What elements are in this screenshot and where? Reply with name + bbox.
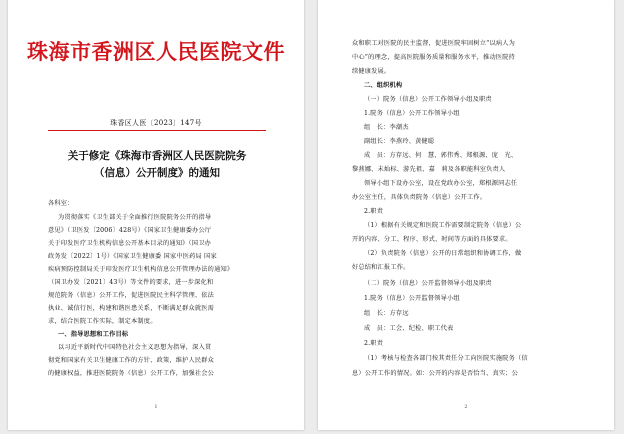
body-line: 成 员：工会、纪检、职工代表 bbox=[364, 325, 454, 332]
body-line: 息）公开工作的情况。如：公开的内容是否恰当、真实；公 bbox=[352, 370, 519, 377]
notice-title-line: （信息）公开制度》的通知 bbox=[94, 167, 220, 179]
section-heading: 二、组织机构 bbox=[364, 82, 403, 89]
salutation: 各科室： bbox=[48, 200, 74, 207]
body-line: 黎燕娜、未灿标、游先祖、嘉 莉及各职能科室负责人 bbox=[352, 166, 506, 173]
body-line: 1.院务（信息）公开工作领导小组 bbox=[364, 110, 460, 117]
body-line: 的健康权益，推进医院院务（信息）公开工作，加强社会公 bbox=[48, 370, 215, 377]
body-line: 领导小组下设办公室，设在党政办公室，郑根源同志任 bbox=[364, 180, 518, 187]
body-line: （1）根据有关规定和医院工作需要制定院务（信息）公 bbox=[364, 222, 522, 229]
body-line: 政务发〔2022〕1号）《国家卫生健康委 国家中医药局 国家 bbox=[48, 253, 217, 260]
body-line: （国卫办发〔2021〕43号）等文件的要求，进一步深化和 bbox=[48, 279, 214, 286]
body-line: 众和职工对医院的民主监督，促进医院牢固树立“以病人为 bbox=[352, 40, 516, 47]
body-line: 成 员：方存远、何 慧、郭伟秀、郑根源、庞 光、 bbox=[364, 152, 518, 159]
body-line: （2）负责院务（信息）公开的日常组织和协调工作，做 bbox=[364, 250, 522, 257]
document-number: 珠香区人医〔2023〕147号 bbox=[110, 119, 202, 127]
body-line: 执业、诚信行医，构建和谐医患关系，不断满足群众就医需 bbox=[48, 305, 215, 312]
subsection-heading: （一）院务（信息）公开工作领导小组及职责 bbox=[364, 96, 492, 103]
body-line: 中心”的理念，提高医院服务质量和服务水平，推动医院持 bbox=[352, 54, 516, 61]
body-line: 意见》（卫医发〔2006〕428号）《国家卫生健康委办公厅 bbox=[48, 227, 212, 234]
body-line: 以习近平新时代中国特色社会主义思想为指导，深入贯 bbox=[58, 344, 212, 351]
body-line: 规范院务（信息）公开工作，促进医院民主科学管理、依法 bbox=[48, 292, 215, 299]
body-line: 彻党和国家有关卫生健康工作的方针、政策，维护人民群众 bbox=[48, 357, 215, 364]
body-line: 求，结合医院工作实际，制定本制度。 bbox=[48, 318, 157, 325]
body-line: 续健康发展。 bbox=[352, 68, 391, 75]
body-line: 组 长：李潮杰 bbox=[364, 124, 409, 131]
page-number: 2 bbox=[464, 404, 468, 410]
body-line: 开的内容、分工、程序、形式、时间等方面的具体要求。 bbox=[352, 236, 512, 243]
document-page-2 bbox=[318, 0, 614, 430]
body-line: 好总结和汇报工作。 bbox=[352, 264, 410, 271]
body-line: 办公室主任，具体负责院务（信息）公开工作。 bbox=[352, 194, 487, 201]
page-number: 1 bbox=[154, 404, 158, 410]
body-line: 副组长：李燕玲、黄健聪 bbox=[364, 138, 435, 145]
body-line: 关于印发医疗卫生机构信息公开基本目录的通知》（国卫办 bbox=[48, 240, 211, 247]
body-line: 1.院务（信息）公开监督领导小组 bbox=[364, 295, 460, 302]
document-page-1 bbox=[8, 0, 304, 430]
red-divider-line bbox=[48, 130, 266, 131]
body-line: 2.职责 bbox=[364, 340, 384, 347]
subsection-heading: （二）院务（信息）公开监督领导小组及职责 bbox=[364, 280, 492, 287]
body-line: 疾病预防控制局关于印发医疗卫生机构信息公开管理办法的通知》 bbox=[48, 266, 234, 273]
notice-title bbox=[46, 148, 268, 182]
body-line: 2.职责 bbox=[364, 208, 384, 215]
body-line: 为贯彻落实《卫生部关于全面推行医院院务公开的指导 bbox=[58, 214, 212, 221]
section-heading: 一、指导思想和工作目标 bbox=[58, 331, 129, 338]
body-line: （1）考核与检查各部门按其责任分工向医院实施院务（信 bbox=[364, 355, 528, 362]
document-header-title: 珠海市香洲区人民医院文件 bbox=[27, 39, 285, 64]
body-line: 组 长：方存远 bbox=[364, 310, 409, 317]
notice-title-line: 关于修定《珠海市香洲区人民医院院务 bbox=[67, 150, 247, 162]
